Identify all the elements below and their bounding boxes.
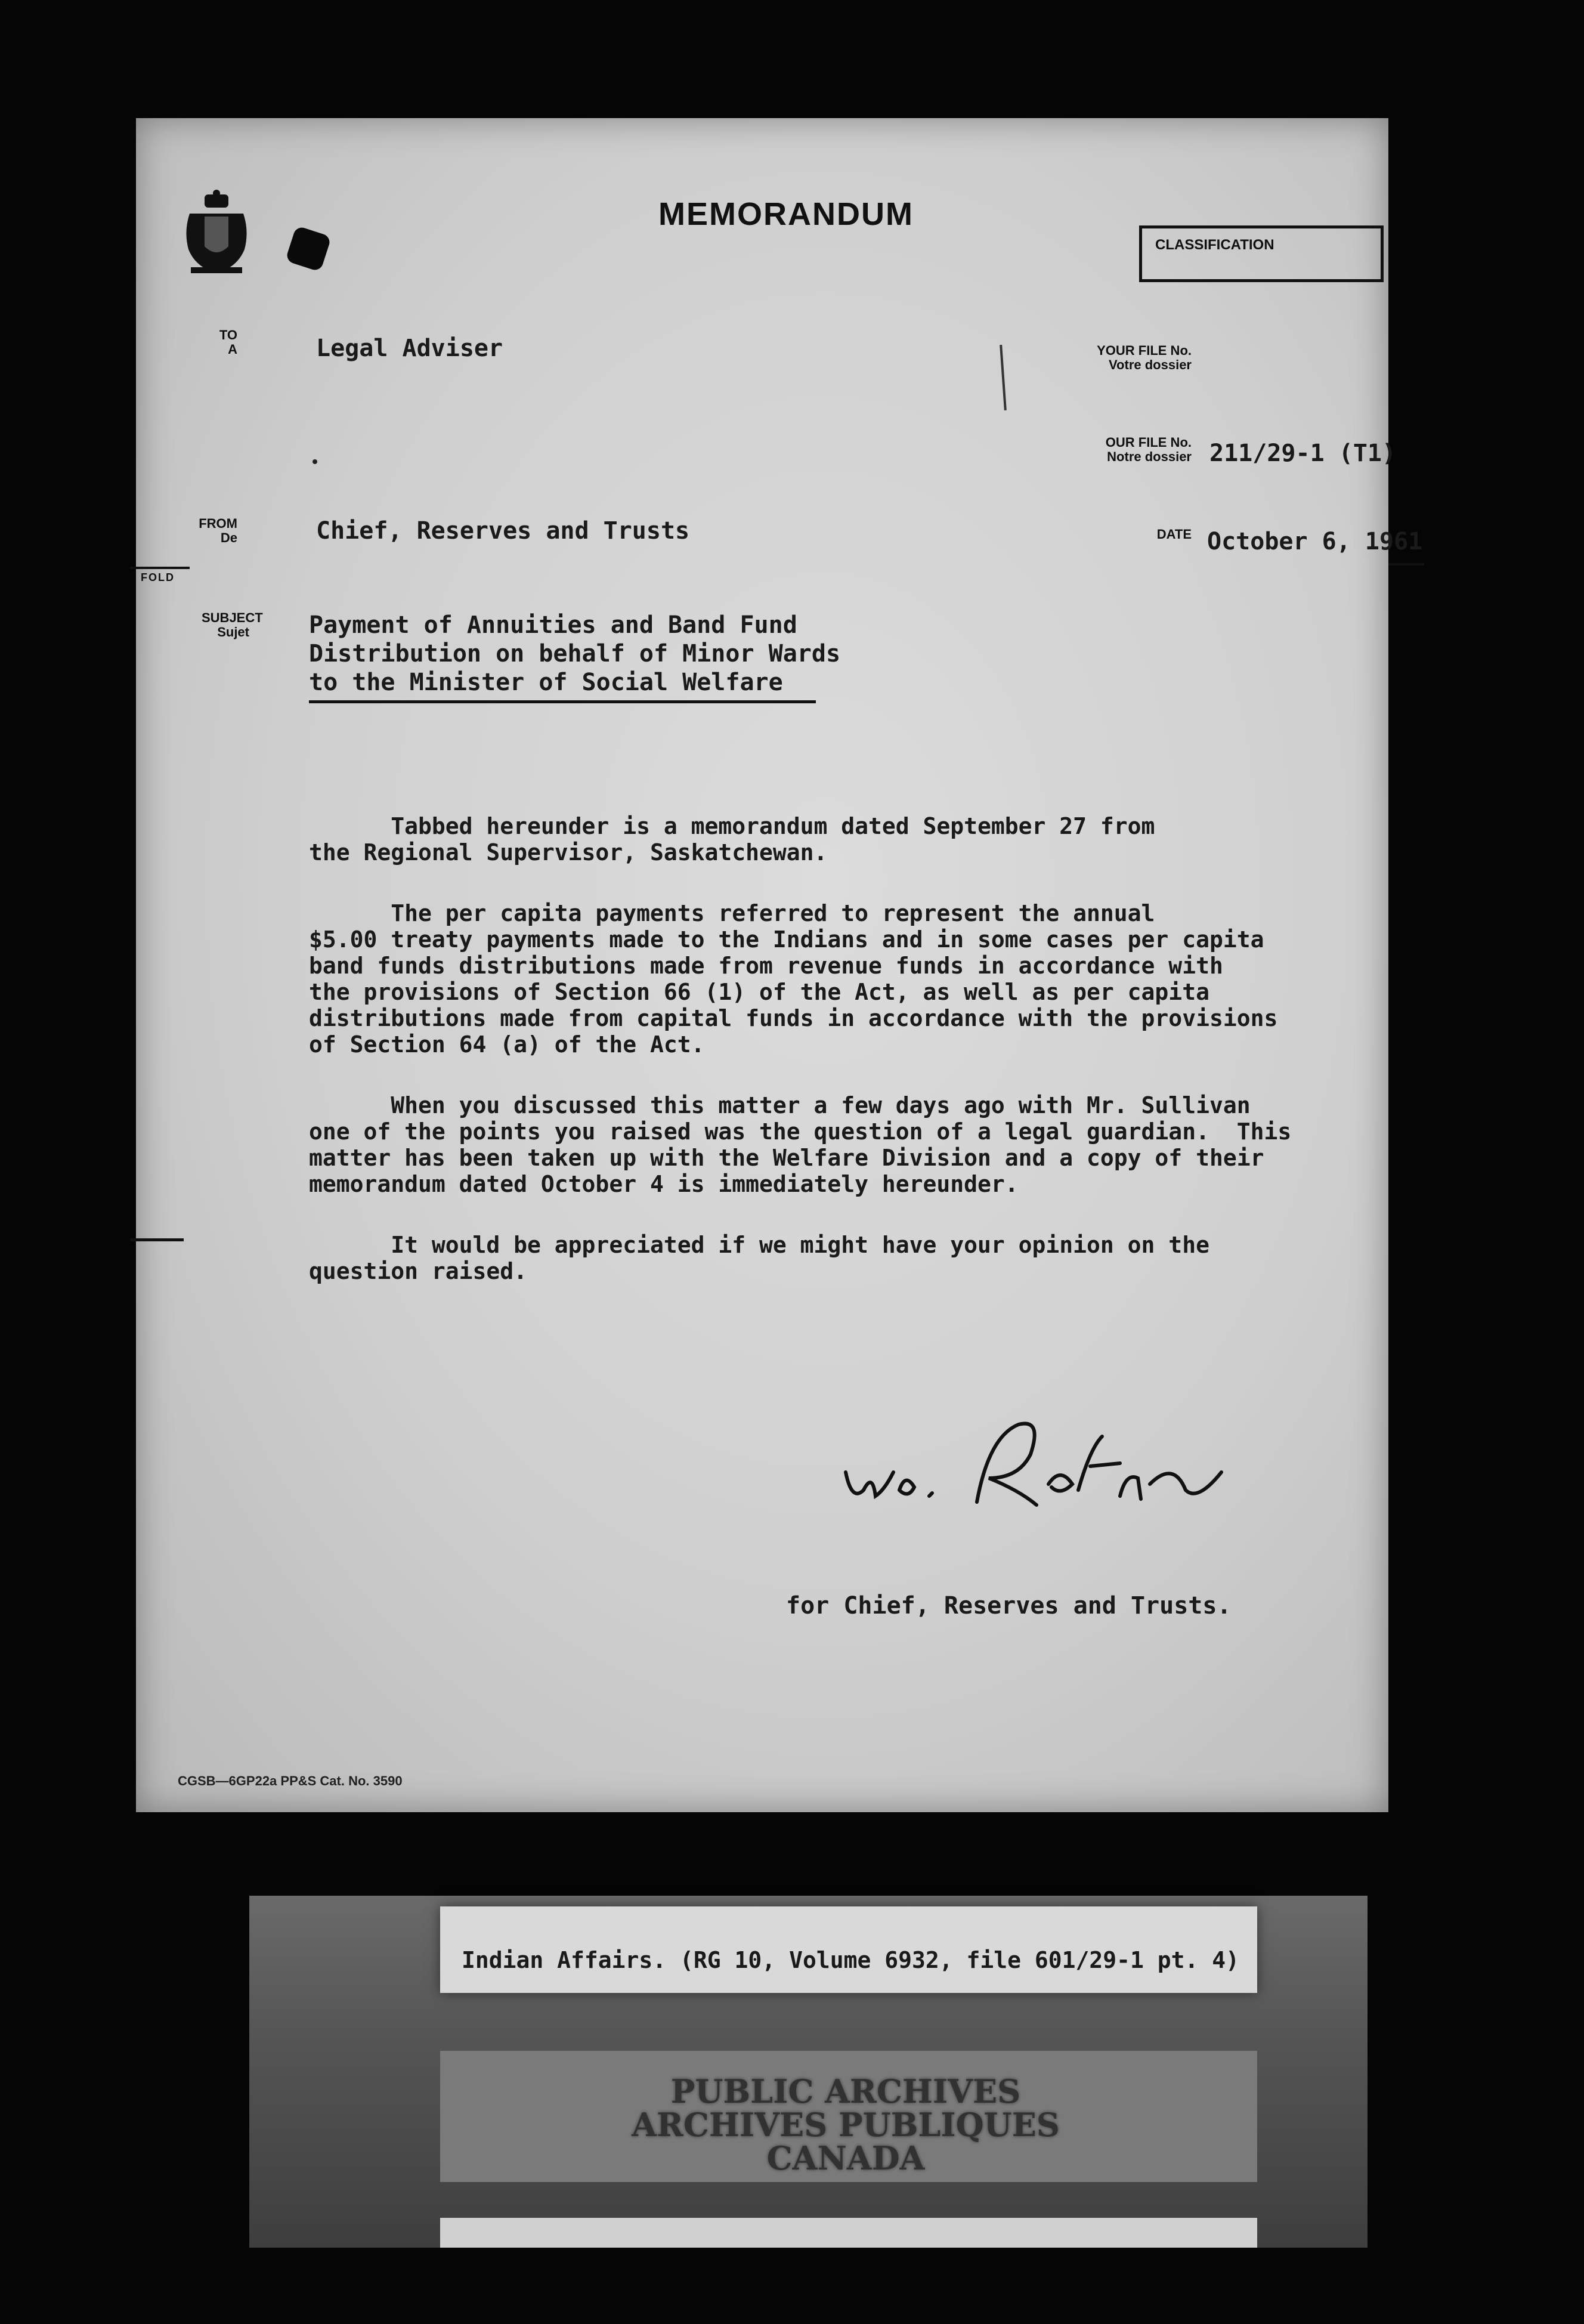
to-label-en: TO — [219, 327, 237, 342]
subject-label-fr: Sujet — [217, 625, 249, 639]
pen-mark — [1000, 345, 1007, 410]
your-file-label-en: YOUR FILE No. — [1097, 343, 1192, 358]
classification-label: CLASSIFICATION — [1155, 237, 1274, 253]
subject-block — [309, 611, 840, 697]
from-label-en: FROM — [199, 516, 237, 531]
our-file-label-fr: Notre dossier — [1107, 449, 1192, 464]
classification-box — [1139, 225, 1384, 282]
to-label-fr: A — [228, 342, 237, 357]
to-value: Legal Adviser — [316, 335, 503, 362]
strip-bottom-edge — [440, 2218, 1257, 2248]
signature-caption: for Chief, Reserves and Trusts. — [786, 1592, 1232, 1620]
stamp-line: CANADA — [766, 2139, 925, 2177]
date-label: DATE — [1156, 527, 1192, 542]
date-rule — [1388, 563, 1424, 565]
body-paragraph: It would be appreciated if we might have your opinion on the question raised. — [309, 1232, 1209, 1284]
from-value: Chief, Reserves and Trusts — [316, 517, 690, 545]
body-paragraph: When you discussed this matter a few days ago with Mr. Sullivan one of the points you raised was the question of a legal guardian. This matter has been taken up with the Welfare Division and a copy of their memorandum dated October 4 is immediately hereunder. — [309, 1092, 1292, 1197]
speck — [313, 459, 317, 464]
subject-line: Payment of Annuities and Band Fund — [309, 611, 797, 639]
margin-mark — [130, 1238, 184, 1241]
archives-stamp — [607, 2072, 1084, 2177]
subject-label-en: SUBJECT — [202, 610, 263, 625]
date-value: October 6, 1961 — [1207, 528, 1423, 555]
our-file-label-en: OUR FILE No. — [1105, 435, 1192, 450]
from-label — [190, 517, 237, 545]
memo-sheet — [136, 118, 1423, 1812]
body-paragraph: Tabbed hereunder is a memorandum dated September 27 from the Regional Supervisor, Saskatchewan. — [309, 813, 1155, 866]
fold-label: FOLD — [141, 571, 175, 583]
archive-strip — [249, 1896, 1368, 2248]
our-file-label — [1031, 435, 1192, 464]
your-file-label-fr: Votre dossier — [1109, 357, 1192, 372]
subject-line: Distribution on behalf of Minor Wards — [309, 640, 841, 667]
your-file-label — [1031, 344, 1192, 372]
stamp-line: ARCHIVES PUBLIQUES — [632, 2106, 1060, 2144]
form-code: CGSB—6GP22a PP&S Cat. No. 3590 — [178, 1773, 403, 1788]
stamp-line: PUBLIC ARCHIVES — [670, 2072, 1021, 2110]
fold-mark — [130, 567, 190, 569]
archive-label-card — [440, 1906, 1257, 1993]
body-paragraph: The per capita payments referred to represent the annual $5.00 treaty payments made to the Indians and in some cases per capita band funds distributions made from revenue funds in accordance with the provisions of Section 66 (1) of the Act, as well as per capita distributions made from capital funds in accordance with the provisions of Section 64 (a) of the Act. — [309, 900, 1278, 1058]
handwritten-signature — [840, 1401, 1257, 1532]
memo-title: MEMORANDUM — [658, 196, 914, 232]
memo-body — [309, 813, 1335, 1319]
to-label — [202, 328, 237, 357]
subject-label — [202, 610, 263, 639]
from-label-fr: De — [220, 530, 237, 545]
archive-reference: Indian Affairs. (RG 10, Volume 6932, file 601/29-1 pt. 4) — [462, 1947, 1240, 1973]
subject-underline — [309, 700, 816, 703]
ink-blot — [285, 225, 332, 272]
our-file-value: 211/29-1 (T1) — [1209, 440, 1397, 467]
coat-of-arms-icon — [178, 190, 255, 279]
subject-line: to the Minister of Social Welfare — [309, 669, 783, 696]
